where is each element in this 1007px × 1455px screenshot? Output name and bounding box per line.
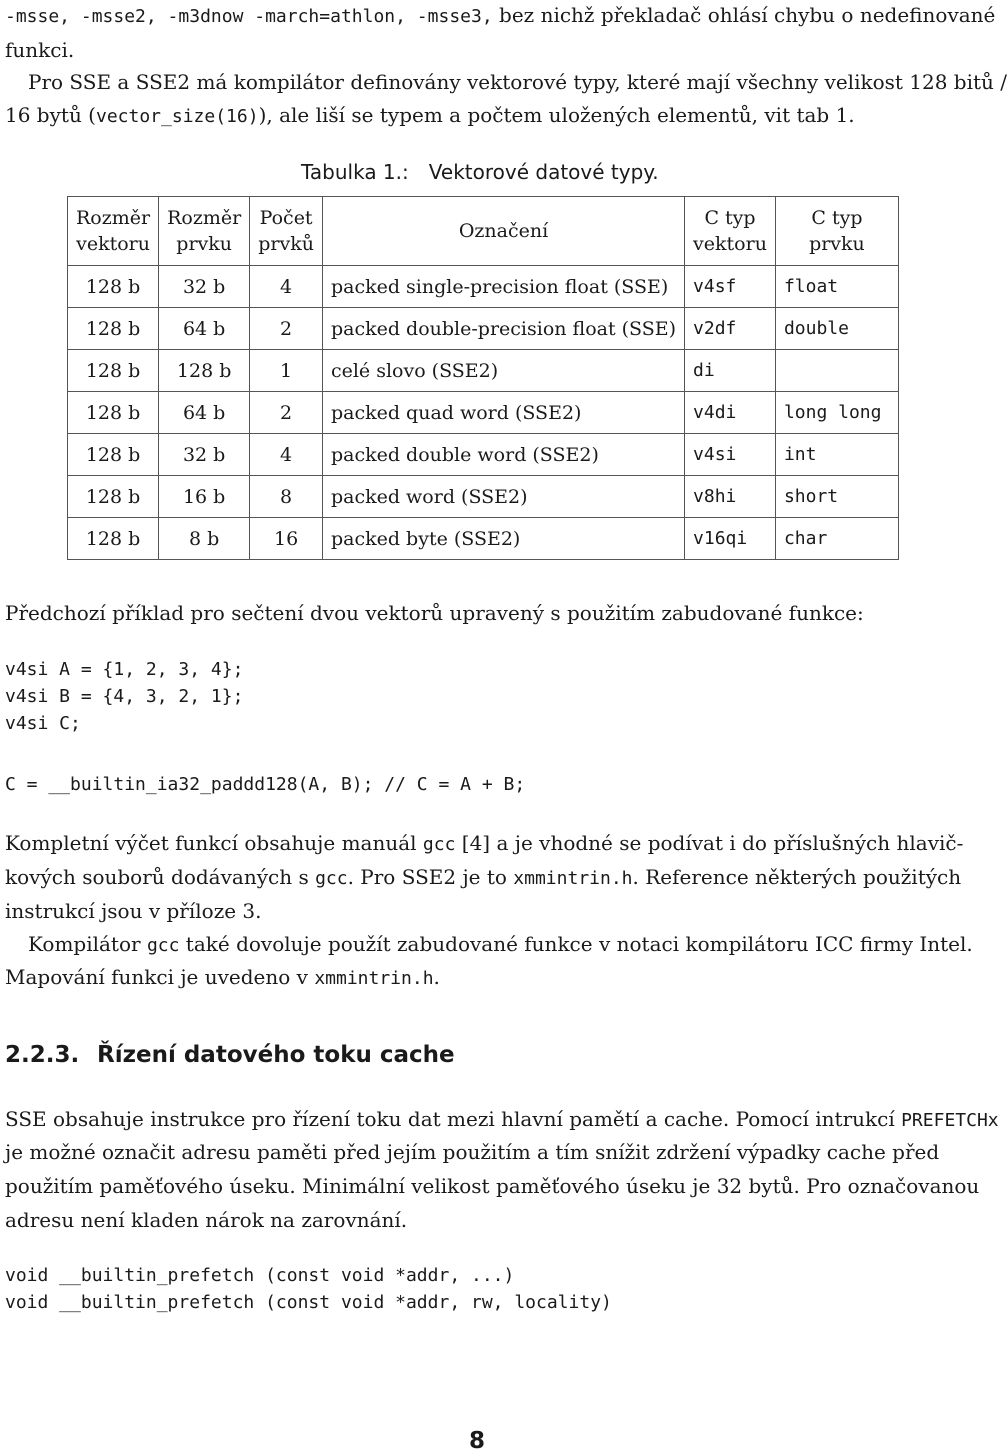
- vector-types-table: [67, 196, 899, 560]
- cell-c-element-type: int: [775, 434, 898, 476]
- table-row: [68, 266, 899, 308]
- cell-c-element-type: float: [775, 266, 898, 308]
- cell-designation: packed single-precision float (SSE): [322, 266, 684, 308]
- cell-element-size: 32 b: [159, 266, 250, 308]
- cell-designation: packed quad word (SSE2): [322, 392, 684, 434]
- cell-element-count: 16: [250, 518, 323, 560]
- sse-smallcaps: SSE: [5, 1107, 47, 1131]
- cell-c-element-type: long long: [775, 392, 898, 434]
- sse-smallcaps: SSE: [135, 70, 178, 94]
- cell-vector-size: 128 b: [68, 350, 159, 392]
- cell-c-vector-type: v4si: [685, 434, 776, 476]
- cell-element-size: 16 b: [159, 476, 250, 518]
- paragraph-5-line-2: [5, 967, 440, 988]
- paragraph-4-line-3: instrukcí jsou v příloze 3.: [5, 899, 262, 923]
- cell-vector-size: 128 b: [68, 434, 159, 476]
- text-run: . Reference některých použitých: [632, 865, 962, 889]
- code-block-1: [5, 656, 243, 737]
- header-file-code: xmmintrin.h: [513, 868, 633, 889]
- page-number: 8: [469, 1428, 486, 1454]
- cell-c-element-type: char: [775, 518, 898, 560]
- cell-element-size: 128 b: [159, 350, 250, 392]
- prefetch-code: PREFETCHx: [901, 1110, 999, 1131]
- cell-element-count: 4: [250, 266, 323, 308]
- table-row: [68, 434, 899, 476]
- text-run: a: [111, 70, 136, 94]
- paragraph-1-line-1: [5, 5, 995, 26]
- cell-c-vector-type: v16qi: [685, 518, 776, 560]
- text-run: kových souborů dodávaných s: [5, 865, 316, 889]
- code-line-builtin-add: C = __builtin_ia32_paddd128(A, B); // C = A + B;: [5, 774, 526, 795]
- table-row: [68, 518, 899, 560]
- text-run: .: [433, 965, 440, 989]
- table-row: [68, 392, 899, 434]
- cell-c-vector-type: v4di: [685, 392, 776, 434]
- text-run: 2 má kompilátor definovány vektorové typy, které mají všechny velikost 128 bitů /: [177, 70, 1007, 94]
- header-c-element-type: C typ prvku: [775, 197, 898, 266]
- paragraph-1-line-2: funkci.: [5, 38, 75, 62]
- cell-c-element-type: short: [775, 476, 898, 518]
- header-c-vector-type: C typ vektoru: [685, 197, 776, 266]
- section-heading: [5, 1042, 455, 1068]
- cell-c-vector-type: v8hi: [685, 476, 776, 518]
- gcc-code: gcc: [315, 868, 348, 889]
- cell-element-size: 64 b: [159, 392, 250, 434]
- paragraph-6-line-4: adresu není kladen nárok na zarovnání.: [5, 1208, 408, 1232]
- paragraph-5-line-1: [28, 934, 973, 955]
- cell-element-size: 32 b: [159, 434, 250, 476]
- paragraph-2-line-2: [5, 105, 855, 126]
- cell-c-vector-type: v2df: [685, 308, 776, 350]
- cell-element-count: 4: [250, 434, 323, 476]
- text-run: Kompilátor: [28, 932, 147, 956]
- text-run: Mapování funkci je uvedeno v: [5, 965, 315, 989]
- header-element-count: Počet prvků: [250, 197, 323, 266]
- paragraph-4-line-2: [5, 867, 961, 888]
- code-line: v4si A = {1, 2, 3, 4};: [5, 659, 244, 680]
- cell-vector-size: 128 b: [68, 518, 159, 560]
- header-designation: Označení: [322, 197, 684, 266]
- code-line: void __builtin_prefetch (const void *addr, ...): [5, 1265, 515, 1286]
- header-vector-size: Rozměr vektoru: [68, 197, 159, 266]
- cell-element-count: 2: [250, 392, 323, 434]
- cell-vector-size: 128 b: [68, 266, 159, 308]
- cell-element-count: 1: [250, 350, 323, 392]
- table-row: [68, 308, 899, 350]
- vector-size-code: vector_size(16): [96, 106, 259, 127]
- cell-designation: packed byte (SSE2): [322, 518, 684, 560]
- text-run: 2 je to: [443, 865, 514, 889]
- cell-designation: packed word (SSE2): [322, 476, 684, 518]
- code-line: v4si B = {4, 3, 2, 1};: [5, 686, 244, 707]
- header-element-size: Rozměr prvku: [159, 197, 250, 266]
- caption-label: Tabulka 1.:: [301, 160, 409, 184]
- caption-text: Vektorové datové typy.: [428, 160, 659, 184]
- cell-designation: packed double word (SSE2): [322, 434, 684, 476]
- cell-element-count: 2: [250, 308, 323, 350]
- table-caption: [301, 160, 659, 184]
- cell-c-vector-type: di: [685, 350, 776, 392]
- header-file-code: xmmintrin.h: [314, 968, 434, 989]
- text-run: ), ale liší se typem a počtem uložených elementů, vit tab 1.: [258, 103, 855, 127]
- cell-vector-size: 128 b: [68, 476, 159, 518]
- paragraph-6-line-1: [5, 1109, 999, 1130]
- code-line: void __builtin_prefetch (const void *addr, rw, locality): [5, 1292, 612, 1313]
- text-run: také dovoluje použít zabudované funkce v notaci kompilátoru ICC firmy Intel.: [179, 932, 973, 956]
- cell-designation: celé slovo (SSE2): [322, 350, 684, 392]
- text-run: . Pro: [347, 865, 402, 889]
- table-row: [68, 350, 899, 392]
- text-run: Kompletní výčet funkcí obsahuje manuál: [5, 831, 423, 855]
- gcc-code: gcc: [422, 834, 456, 855]
- cell-c-element-type: double: [775, 308, 898, 350]
- paragraph-1-text: bez nichž překladač ohlásí chybu o nedefinované: [492, 3, 996, 27]
- cell-c-vector-type: v4sf: [685, 266, 776, 308]
- cell-vector-size: 128 b: [68, 308, 159, 350]
- paragraph-4-line-1: [5, 833, 963, 854]
- compiler-flags-code: -msse, -msse2, -m3dnow -march=athlon, -msse3,: [5, 6, 493, 27]
- text-run: 16 bytů (: [5, 103, 96, 127]
- code-line: v4si C;: [5, 713, 81, 734]
- table-row: [68, 476, 899, 518]
- cell-designation: packed double-precision float (SSE): [322, 308, 684, 350]
- cell-element-count: 8: [250, 476, 323, 518]
- sse-smallcaps: SSE: [401, 865, 444, 889]
- text-run: [4] a je vhodné se podívat i do příslušných hlavič-: [455, 831, 964, 855]
- gcc-code: gcc: [146, 935, 180, 956]
- text-run: obsahuje instrukce pro řízení toku dat mezi hlavní pamětí a cache. Pomocí intrukcí: [46, 1107, 902, 1131]
- section-number: 2.2.3.: [5, 1042, 80, 1068]
- paragraph-6-line-2: je možné označit adresu paměti před jejím použitím a tím snížit zdržení výpadky cache před: [5, 1140, 940, 1164]
- paragraph-2-line-1: [28, 72, 1007, 92]
- paragraph-6-line-3: použitím paměťového úseku. Minimální velikost paměťového úseku je 32 bytů. Pro označovanou: [5, 1174, 980, 1198]
- cell-element-size: 8 b: [159, 518, 250, 560]
- cell-element-size: 64 b: [159, 308, 250, 350]
- code-block-2: [5, 1262, 612, 1316]
- sse-smallcaps: SSE: [69, 70, 112, 94]
- text-run: Pro: [28, 70, 70, 94]
- section-title: Řízení datového toku cache: [97, 1042, 455, 1068]
- cell-c-element-type: [775, 350, 898, 392]
- cell-vector-size: 128 b: [68, 392, 159, 434]
- paragraph-3: Předchozí příklad pro sečtení dvou vektorů upravený s použitím zabudované funkce:: [5, 601, 864, 625]
- table-header-row: [68, 197, 899, 266]
